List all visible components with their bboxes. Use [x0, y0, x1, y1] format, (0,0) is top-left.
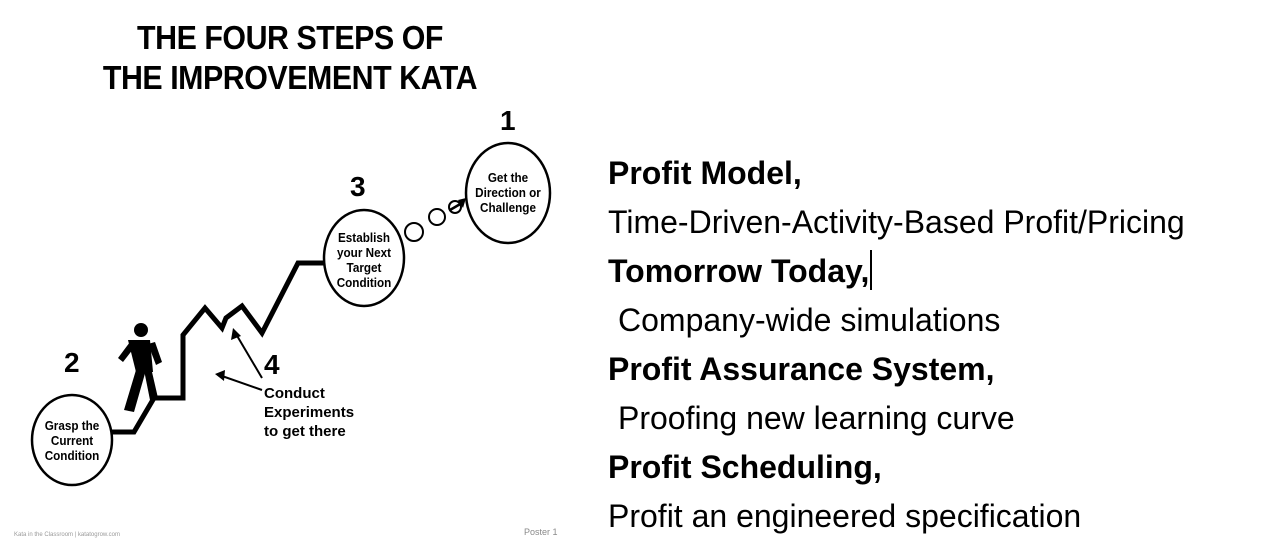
text-line[interactable]: Company-wide simulations: [618, 302, 1001, 338]
desc-profit-assurance[interactable]: [608, 394, 1284, 443]
text-line[interactable]: Profit Assurance System,: [608, 351, 995, 387]
step4-number: 4: [264, 349, 280, 380]
step1-label-line: Direction or: [475, 185, 541, 200]
desc-profit-model[interactable]: [608, 198, 1284, 247]
heading-profit-assurance[interactable]: [608, 345, 1284, 394]
text-line[interactable]: Proofing new learning curve: [618, 400, 1015, 436]
stepping-dot: [429, 209, 445, 225]
poster-footer-number: Poster 1: [524, 527, 558, 537]
step4-label-line: Experiments: [264, 404, 355, 421]
text-line[interactable]: Profit an engineered specification: [608, 498, 1082, 534]
text-cursor: [870, 250, 872, 290]
heading-tomorrow-today[interactable]: [608, 247, 1284, 296]
text-line[interactable]: Time-Driven-Activity-Based Profit/Pricing: [608, 204, 1185, 240]
step4-label-line: Conduct: [264, 385, 325, 402]
step1-label-line: Get the: [487, 170, 529, 185]
heading-profit-scheduling[interactable]: [608, 443, 1284, 492]
walking-person-icon: [118, 323, 162, 412]
improvement-kata-poster: [0, 0, 580, 552]
kata-staircase-graphic: [0, 0, 580, 552]
poster-title-line2: THE IMPROVEMENT KATA: [102, 59, 478, 96]
text-line[interactable]: Profit Scheduling,: [608, 449, 882, 485]
desc-tomorrow-today[interactable]: [608, 296, 1284, 345]
step1-label: [468, 170, 547, 215]
poster-title-line1: THE FOUR STEPS OF: [137, 19, 443, 56]
step2-label-line: Grasp the: [44, 418, 100, 433]
step1-number: 1: [500, 105, 516, 136]
stepping-dot: [405, 223, 423, 241]
desc-profit-scheduling[interactable]: [608, 492, 1284, 541]
experiment-arrows-icon: [215, 328, 262, 390]
step2-label: [34, 418, 110, 463]
heading-profit-model[interactable]: [608, 149, 1284, 198]
text-line[interactable]: Tomorrow Today,: [608, 253, 870, 289]
step1-label-line: Challenge: [480, 200, 536, 215]
step4-label-line: to get there: [264, 423, 346, 440]
step4-label: [264, 384, 354, 441]
step2-label-line: Condition: [44, 448, 100, 463]
step3-label-line: Condition: [336, 275, 392, 290]
text-line[interactable]: Profit Model,: [608, 155, 802, 191]
profit-text-panel[interactable]: [608, 149, 1284, 541]
step2-number: 2: [64, 347, 80, 378]
poster-footer-credit: Kata in the Classroom | katatogrow.com: [14, 532, 120, 538]
step3-label-line: Establish: [337, 230, 391, 245]
step3-number: 3: [350, 171, 366, 202]
step3-label-line: your Next: [337, 245, 391, 260]
step3-label-line: Target: [346, 260, 382, 275]
step2-label-line: Current: [50, 433, 94, 448]
step3-label: [326, 230, 402, 290]
